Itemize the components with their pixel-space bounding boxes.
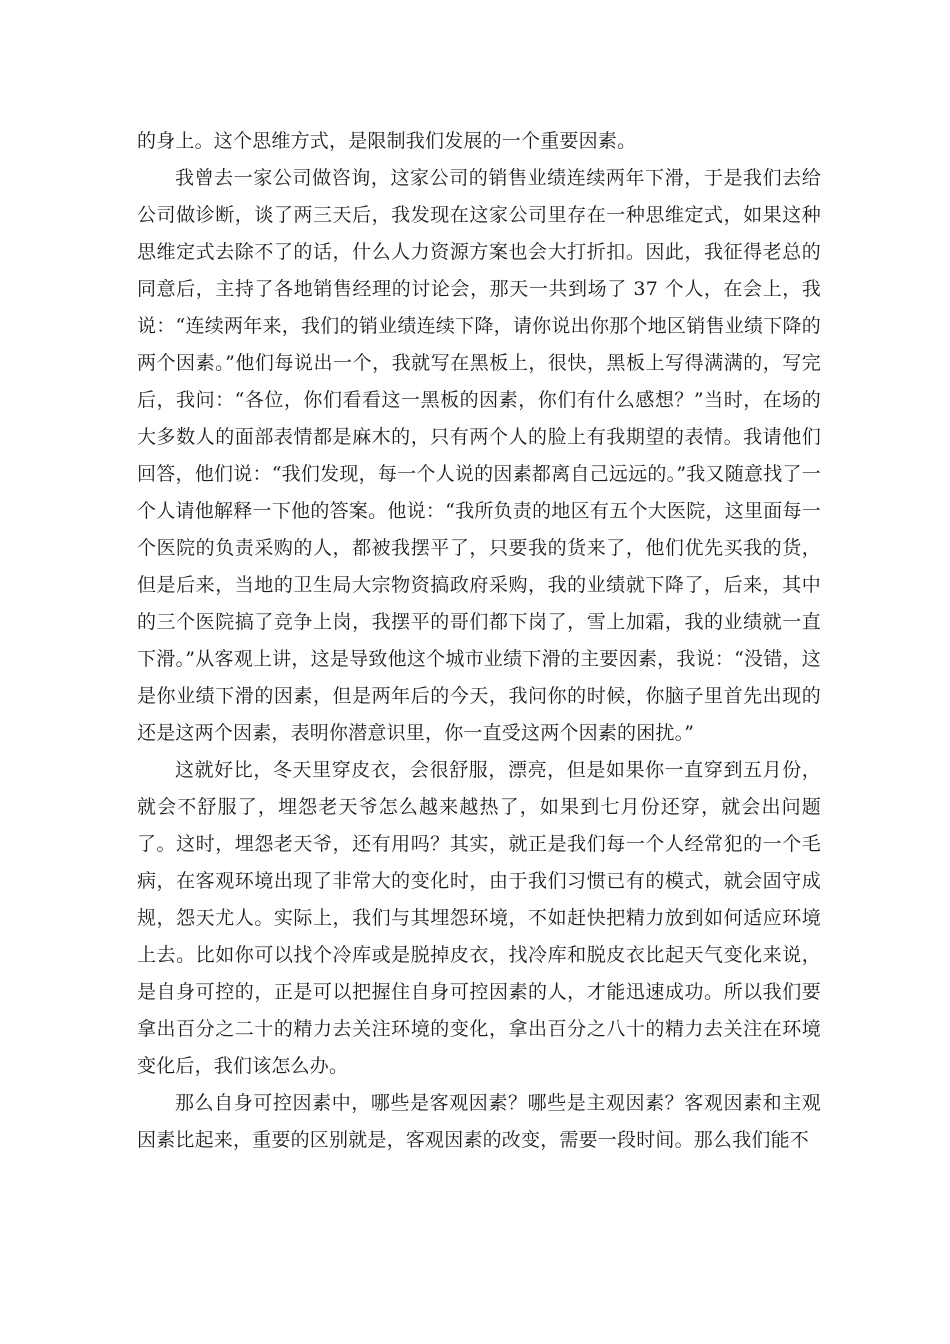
- paragraph-3: 这就好比，冬天里穿皮衣，会很舒服，漂亮，但是如果你一直穿到五月份，就会不舒服了，埋怨老天爷怎么越来越热了，如果到七月份还穿，就会出问题了。这时，埋怨老天爷，还有用吗？其实，就正是我们每一个人经常犯的一个毛病，在客观环境出现了非常大的变化时，由于我们习惯已有的模式，就会固守成规，怨天尤人。实际上，我们与其埋怨环境，不如赶快把精力放到如何适应环境上去。比如你可以找个冷库或是脱掉皮衣，找冷库和脱皮衣比起天气变化来说，是自身可控的，正是可以把握住自身可控因素的人，才能迅速成功。所以我们要拿出百分之二十的精力去关注环境的变化，拿出百分之八十的精力去关注在环境变化后，我们该怎么办。: [137, 759, 821, 1077]
- document-body: [137, 123, 821, 1159]
- paragraph-4: 那么自身可控因素中，哪些是客观因素？哪些是主观因素？客观因素和主观因素比起来，重要的区别就是，客观因素的改变，需要一段时间。那么我们能不: [137, 1092, 821, 1151]
- paragraph-1: 的身上。这个思维方式，是限制我们发展的一个重要因素。: [137, 130, 637, 152]
- paragraph-2: 我曾去一家公司做咨询，这家公司的销售业绩连续两年下滑，于是我们去给公司做诊断，谈了两三天后，我发现在这家公司里存在一种思维定式，如果这种思维定式去除不了的话，什么人力资源方案也会大打折扣。因此，我征得老总的同意后，主持了各地销售经理的讨论会，那天一共到场了 37 个人，在会上，我说：“连续两年来，我们的销业绩连续下降，请你说出你那个地区销售业绩下降的两个因素。”他们每说出一个，我就写在黑板上，很快，黑板上写得满满的，写完后，我问：“各位，你们看看这一黑板的因素，你们有什么感想？”当时，在场的大多数人的面部表情都是麻木的，只有两个人的脸上有我期望的表情。我请他们回答，他们说：“我们发现，每一个人说的因素都离自己远远的。”我又随意找了一个人请他解释一下他的答案。他说：“我所负责的地区有五个大医院，这里面每一个医院的负责采购的人，都被我摆平了，只要我的货来了，他们优先买我的货，但是后来，当地的卫生局大宗物资搞政府采购，我的业绩就下降了，后来，其中的三个医院搞了竞争上岗，我摆平的哥们都下岗了，雪上加霜，我的业绩就一直下滑。”从客观上讲，这是导致他这个城市业绩下滑的主要因素，我说：“没错，这是你业绩下滑的因素，但是两年后的今天，我问你的时候，你脑子里首先出现的还是这两个因素，表明你潜意识里，你一直受这两个因素的困扰。”: [137, 167, 821, 744]
